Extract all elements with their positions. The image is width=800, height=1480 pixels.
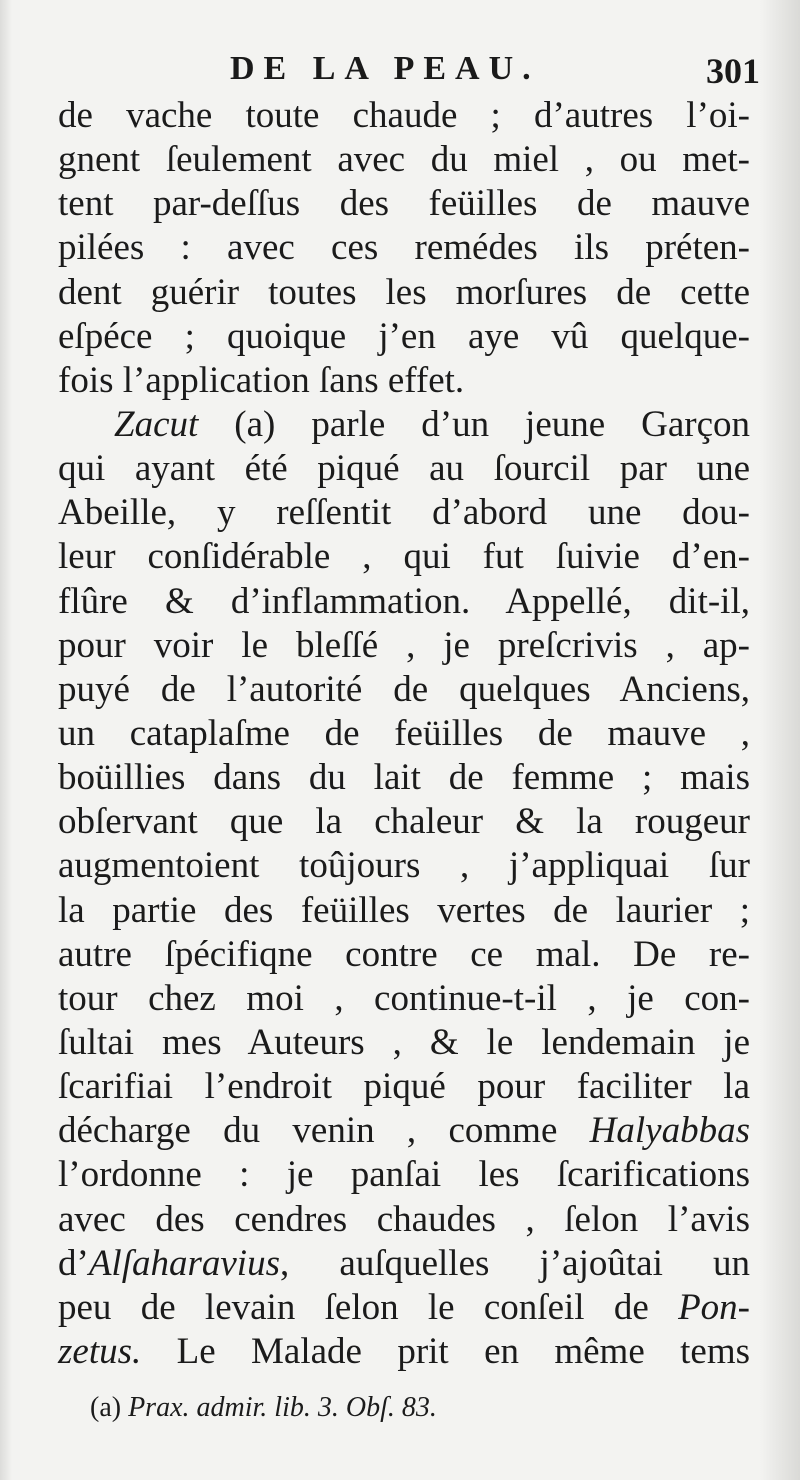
body-text [58,94,750,1374]
text-line: pilées : avec ces remédes ils préten- [58,227,750,269]
text-line: flûre & d’inflammation. Appellé, dit-il, [58,580,750,622]
text-line: obſervant que la chaleur & la rougeur [58,801,750,843]
text-line: augmentoient toûjours , j’appliquai ſur [58,845,750,887]
text-line: dent guérir toutes les morſures de cette [58,271,750,313]
text-line: Abeille, y reſſentit d’abord une dou- [58,492,750,534]
text-line: un cataplaſme de feüilles de mauve , [58,712,750,754]
text-line: tent par-deſſus des feüilles de mauve [58,183,750,225]
text-line: de vache toute chaude ; d’autres l’oi- [58,95,750,136]
text-line [58,1286,750,1330]
running-head [230,50,760,96]
text-line [58,1242,750,1286]
text-line [58,1330,750,1374]
text-fragment: décharge du venin , comme [58,1110,558,1152]
text-line: eſpéce ; quoique j’en aye vû quelque- [58,315,750,357]
text-line: boüillies dans du lait de femme ; mais [58,757,750,799]
text-fragment: peu de levain ſelon le conſeil de [58,1286,649,1328]
author-name-ponzetus: Pon- [678,1286,751,1328]
footnote-reference: (a) [234,403,276,445]
author-name-zacut: Zacut [114,403,199,445]
paragraph-start-line [58,403,750,447]
text-fragment: parle d’un jeune Garçon [311,403,751,445]
text-line: qui ayant été piqué au ſourcil par une [58,448,750,490]
footnote-marker: (a) [90,1392,122,1423]
text-line: puyé de l’autorité de quelques Anciens, [58,668,750,710]
author-name-halyabbas: Halyabbas [589,1110,750,1152]
text-line: fois l’application ſans effet. [58,359,465,401]
text-fragment: d’ [58,1242,89,1284]
text-line: ſultai mes Auteurs , & le lendemain je [58,1021,750,1063]
running-title: DE LA PEAU. [230,50,540,87]
footnote-citation: Prax. admir. lib. 3. Obſ. 83. [128,1392,437,1423]
text-line [58,1109,750,1153]
text-line: gnent ſeulement avec du miel , ou met- [58,139,750,181]
text-fragment: Le Malade prit en même tems [176,1330,751,1372]
text-line: pour voir le bleſſé , je preſcrivis , ap- [58,624,750,666]
author-name-ponzetus-continued: zetus. [58,1330,142,1372]
text-line: avec des cendres chaudes , ſelon l’avis [58,1198,750,1240]
text-line: la partie des feüilles vertes de laurier ; [58,889,750,931]
footnote [90,1392,437,1424]
text-fragment: , auſquelles j’ajoûtai un [280,1242,750,1284]
text-line: ſcarifiai l’endroit piqué pour faciliter la [58,1066,750,1108]
page-number: 301 [706,51,760,91]
text-line: leur conſidérable , qui fut ſuivie d’en- [58,536,750,578]
text-line: tour chez moi , continue-t-il , je con- [58,977,750,1019]
text-line: l’ordonne : je panſai les ſcarifications [58,1154,750,1196]
author-name-alsaharavius: Alſaharavius [88,1242,280,1284]
text-line: autre ſpécifiqne contre ce mal. De re- [58,933,750,975]
